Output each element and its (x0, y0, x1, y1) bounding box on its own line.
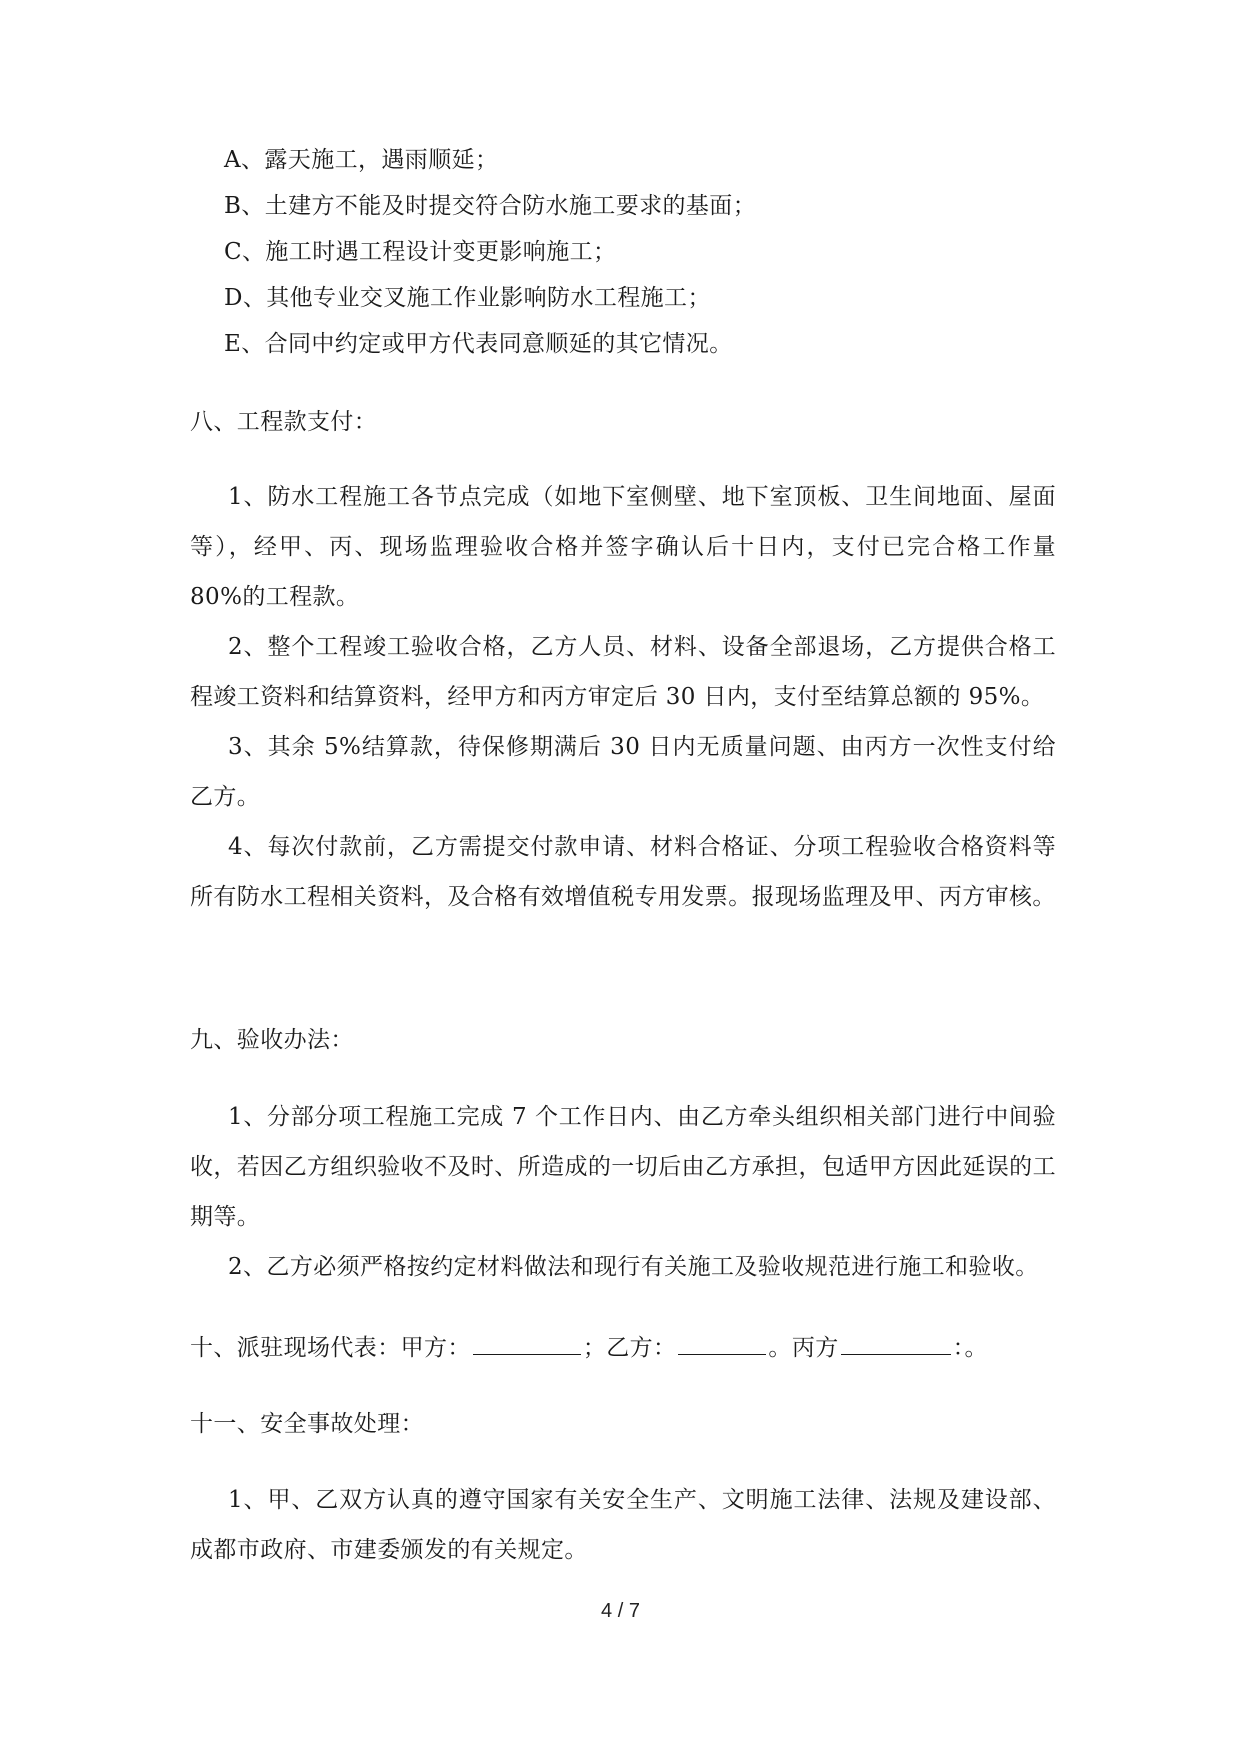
delay-item-e: E、合同中约定或甲方代表同意顺延的其它情况。 (224, 331, 733, 357)
page-number: 4 / 7 (601, 1600, 640, 1622)
section10-sep2: 。丙方 (768, 1335, 839, 1361)
section8-paragraph-2 (190, 622, 1056, 722)
section9-paragraph-1-text: 1、分部分项工程施工完成 7 个工作日内、由乙方牵头组织相关部门进行中间验收，若因乙方组织验收不及时、所造成的一切后由乙方承担，包适甲方因此延误的工期等。 (190, 1104, 1056, 1230)
section11-paragraph-1-text: 1、甲、乙双方认真的遵守国家有关安全生产、文明施工法律、法规及建设部、成都市政府、市建委颁发的有关规定。 (190, 1487, 1056, 1563)
section8-heading: 八、工程款支付： (190, 409, 378, 435)
section11-paragraph-1 (190, 1475, 1056, 1575)
section9-paragraph-1 (190, 1092, 1056, 1242)
section11-heading: 十一、安全事故处理： (190, 1411, 424, 1437)
section8-paragraph-4-text: 4、每次付款前，乙方需提交付款申请、材料合格证、分项工程验收合格资料等所有防水工程相关资料，及合格有效增值税专用发票。报现场监理及甲、丙方审核。 (190, 834, 1056, 910)
section10-suffix: ：。 (952, 1335, 988, 1361)
section8-paragraph-1-text: 1、防水工程施工各节点完成（如地下室侧壁、地下室顶板、卫生间地面、屋面等），经甲、丙、现场监理验收合格并签字确认后十日内，支付已完合格工作量 80%的工程款。 (190, 484, 1056, 610)
section8-paragraph-4 (190, 822, 1056, 922)
section9-paragraph-2-text: 2、乙方必须严格按约定材料做法和现行有关施工及验收规范进行施工和验收。 (228, 1254, 1039, 1280)
section8-paragraph-1 (190, 472, 1056, 622)
delay-item-c: C、施工时遇工程设计变更影响施工； (224, 239, 617, 265)
party-c-rep-blank[interactable] (841, 1330, 951, 1355)
party-a-rep-blank[interactable] (473, 1330, 581, 1355)
delay-item-b: B、土建方不能及时提交符合防水施工要求的基面； (224, 193, 757, 219)
delay-item-a: A、露天施工，遇雨顺延； (224, 147, 499, 173)
party-b-rep-blank[interactable] (678, 1330, 766, 1355)
section9-paragraph-2 (190, 1242, 1056, 1292)
section8-paragraph-2-text: 2、整个工程竣工验收合格，乙方人员、材料、设备全部退场，乙方提供合格工程竣工资料和结算资料，经甲方和丙方审定后 30 日内，支付至结算总额的 95%。 (190, 634, 1056, 710)
section10-prefix: 十、派驻现场代表：甲方： (190, 1335, 471, 1361)
section8-paragraph-3-text: 3、其余 5%结算款，待保修期满后 30 日内无质量问题、由丙方一次性支付给乙方。 (190, 734, 1056, 810)
delay-item-d: D、其他专业交叉施工作业影响防水工程施工； (224, 285, 711, 311)
section10-line (190, 1330, 988, 1363)
section9-heading: 九、验收办法： (190, 1027, 354, 1053)
section8-paragraph-3 (190, 722, 1056, 822)
section10-sep1: ；乙方： (582, 1335, 677, 1361)
